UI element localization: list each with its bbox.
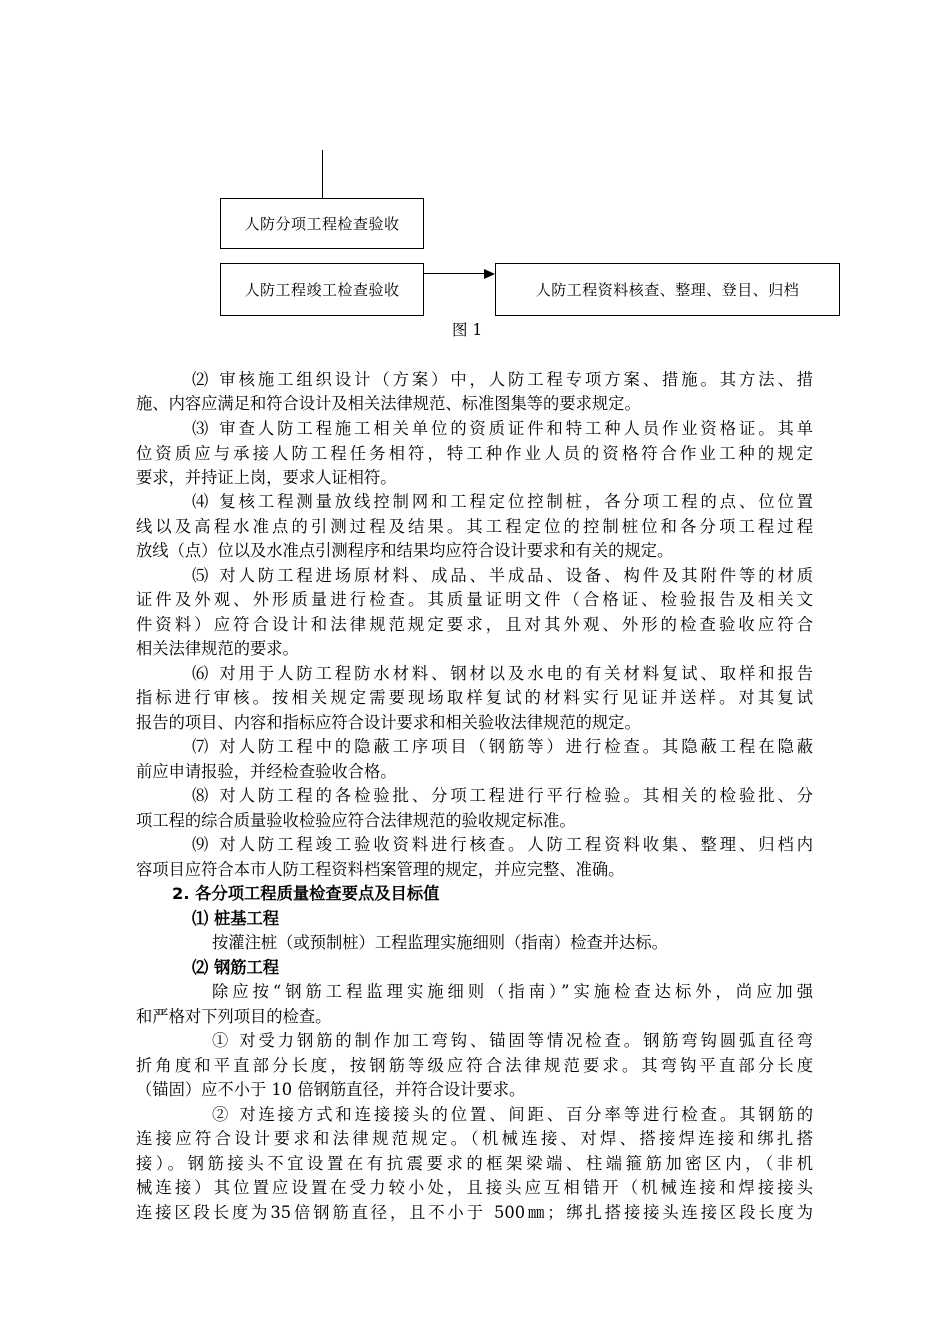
paragraph-line: ① 对受力钢筋的制作加工弯钩、锚固等情况检查。钢筋弯钩圆弧直径弯: [212, 1031, 813, 1050]
paragraph-line: ⑸ 对人防工程进场原材料、成品、半成品、设备、构件及其附件等的材质: [192, 566, 813, 585]
paragraph-line: 位资质应与承接人防工程任务相符，特工种作业人员的资格符合作业工种的规定: [136, 444, 813, 463]
paragraph-line: ② 对连接方式和连接接头的位置、间距、百分率等进行检查。其钢筋的: [212, 1105, 813, 1124]
paragraph-line: 项工程的综合质量验收检验应符合法律规范的验收规定标准。: [136, 811, 576, 830]
paragraph-line: 前应申请报验，并经检查验收合格。: [136, 762, 397, 781]
paragraph-line: ⑼ 对人防工程竣工验收资料进行核查。人防工程资料收集、整理、归档内: [192, 835, 813, 854]
paragraph-line: 件资料）应符合设计和法律规范规定要求，且对其外观、外形的检查验收应符合: [136, 615, 813, 634]
flowchart-connector-line: [322, 150, 323, 198]
paragraph-line: 按灌注桩（或预制桩）工程监理实施细则（指南）检查并达标。: [212, 933, 668, 952]
paragraph-line: 接）。钢筋接头不宜设置在有抗震要求的框架梁端、柱端箍筋加密区内，（非机: [136, 1154, 813, 1173]
paragraph-line: 和严格对下列项目的检查。: [136, 1007, 332, 1026]
paragraph-line: ⑻ 对人防工程的各检验批、分项工程进行平行检验。其相关的检验批、分: [192, 786, 813, 805]
paragraph-line: 折角度和平直部分长度，按钢筋等级应符合法律规范要求。其弯钩平直部分长度: [136, 1056, 813, 1075]
subsection-heading: ⑵ 钢筋工程: [192, 958, 280, 977]
paragraph-line: 除应按“钢筋工程监理实施细则（指南）”实施检查达标外，尚应加强: [212, 982, 813, 1001]
paragraph-line: 要求，并持证上岗，要求人证相符。: [136, 468, 397, 487]
paragraph-line: ⑶ 审查人防工程施工相关单位的资质证件和特工种人员作业资格证。其单: [192, 419, 813, 438]
flowchart-box-records-archive: [495, 263, 840, 316]
paragraph-line: 指标进行审核。按相关规定需要现场取样复试的材料实行见证并送样。对其复试: [136, 688, 813, 707]
paragraph-line: 线以及高程水准点的引测过程及结果。其工程定位的控制桩位和各分项工程过程: [136, 517, 813, 536]
paragraph-line: 连接区段长度为35倍钢筋直径，且不小于 500㎜；绑扎搭接接头连接区段长度为: [136, 1203, 813, 1222]
paragraph-line: 施、内容应满足和符合设计及相关法律规范、标准图集等的要求规定。: [136, 394, 641, 413]
paragraph-line: 证件及外观、外形质量进行检查。其质量证明文件（合格证、检验报告及相关文: [136, 590, 813, 609]
paragraph-line: 容项目应符合本市人防工程资料档案管理的规定，并应完整、准确。: [136, 860, 625, 879]
flowchart-box-label: 人防分项工程检查验收: [244, 215, 400, 233]
paragraph-line: 相关法律规范的要求。: [136, 639, 299, 658]
paragraph-line: ⑺ 对人防工程中的隐蔽工序项目（钢筋等）进行检查。其隐蔽工程在隐蔽: [192, 737, 813, 756]
flowchart-box-label: 人防工程资料核查、整理、登目、归档: [535, 281, 800, 299]
flowchart-arrow-line: [424, 273, 487, 274]
paragraph-line: 放线（点）位以及水准点引测程序和结果均应符合设计要求和有关的规定。: [136, 541, 674, 560]
paragraph-line: ⑹ 对用于人防工程防水材料、钢材以及水电的有关材料复试、取样和报告: [192, 664, 813, 683]
arrow-right-icon: [484, 269, 495, 279]
paragraph-line: 械连接）其位置应设置在受力较小处，且接头应互相错开（机械连接和焊接接头: [136, 1178, 813, 1197]
paragraph-line: ⑵ 审核施工组织设计（方案）中，人防工程专项方案、措施。其方法、措: [192, 370, 813, 389]
flowchart-box-subsection-acceptance: [220, 198, 424, 249]
section-heading: 2. 各分项工程质量检查要点及目标值: [172, 884, 440, 903]
flowchart-box-label: 人防工程竣工检查验收: [244, 281, 400, 299]
flowchart-box-completion-acceptance: [220, 263, 424, 316]
paragraph-line: 报告的项目、内容和指标应符合设计要求和相关验收法律规范的规定。: [136, 713, 641, 732]
figure-caption: 图 1: [452, 321, 483, 339]
subsection-heading: ⑴ 桩基工程: [192, 909, 280, 928]
paragraph-line: （锚固）应不小于 10 倍钢筋直径，并符合设计要求。: [136, 1080, 526, 1099]
paragraph-line: ⑷ 复核工程测量放线控制网和工程定位控制桩，各分项工程的点、位位置: [192, 492, 813, 511]
paragraph-line: 连接应符合设计要求和法律规范规定。（机械连接、对焊、搭接焊连接和绑扎搭: [136, 1129, 813, 1148]
